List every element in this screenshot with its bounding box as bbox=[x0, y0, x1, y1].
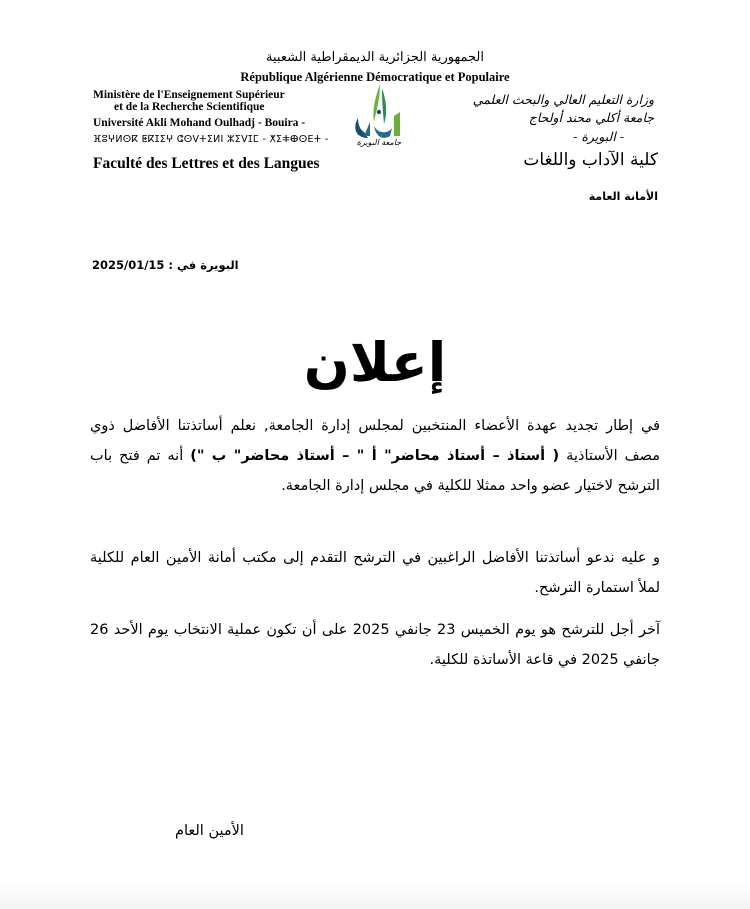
faculty-french: Faculté des Lettres et des Langues bbox=[93, 155, 320, 172]
general-secretariat-label: الأمانة العامة bbox=[588, 190, 658, 203]
page-bottom-shade bbox=[0, 882, 750, 909]
city-arabic: - البويرة - bbox=[573, 129, 624, 144]
paragraph-1-ranks: ( أستاذ – أستاذ محاضر" أ " – أستاذ محاضر" ب ") bbox=[190, 448, 560, 464]
ministry-french-line1: Ministère de l'Enseignement Supérieur bbox=[93, 89, 285, 101]
date-line: البويرة في : 2025/01/15 bbox=[92, 258, 239, 272]
paragraph-1-text-a: في إطار تجديد عهدة الأعضاء المنتخبين لمجلس إدارة الجامعة, نعلم أساتذتنا الأفاضل ذوي مصف الأستاذية bbox=[90, 418, 661, 464]
announcement-title: إعلان bbox=[303, 331, 447, 394]
university-arabic: جامعة أكلي محند أولحاج bbox=[528, 110, 654, 125]
paragraph-3: آخر أجل للترشح هو يوم الخميس 23 جانفي 2025 على أن تكون عملية الانتخاب يوم الأحد 26 جانفي 2025 في قاعة الأساتذة للكلية. bbox=[90, 622, 660, 668]
paragraph-2: و عليه ندعو أساتذتنا الأفاضل الراغبين في الترشح التقدم إلى مكتب أمانة الأمين العام للكلية لملأ استمارة الترشح. bbox=[90, 550, 660, 596]
ministry-french-line2: et de la Recherche Scientifique bbox=[114, 101, 265, 113]
ministry-arabic: وزارة التعليم العالي والبحث العلمي bbox=[472, 92, 654, 107]
faculty-arabic: كلية الآداب واللغات bbox=[523, 150, 658, 170]
signature-secretary-general: الأمين العام bbox=[175, 823, 244, 839]
university-tifinagh: ⴼⵓⵖⵍⵙⴽ ⵟⴽⵊⵉⵖ ⵛⵙⴸⵜⵉⵍⵏ ⵣⵉⴸⵊⵎ - ⵅⵉⵐⴲⵙⴹⵜ - bbox=[93, 134, 329, 145]
logo-caption: جامعة البويرة bbox=[356, 138, 402, 147]
paragraph-1-text-b: أنه تم فتح باب الترشح لاختيار عضو واحد ممثلا للكلية في مجلس إدارة الجامعة. bbox=[90, 448, 660, 494]
university-logo bbox=[350, 82, 408, 150]
paragraph-1 bbox=[90, 411, 660, 501]
republic-french: République Algérienne Démocratique et Populaire bbox=[240, 70, 510, 84]
republic-arabic: الجمهورية الجزائرية الديمقراطية الشعبية bbox=[266, 50, 484, 65]
university-french: Université Akli Mohand Oulhadj - Bouira - bbox=[93, 117, 306, 129]
